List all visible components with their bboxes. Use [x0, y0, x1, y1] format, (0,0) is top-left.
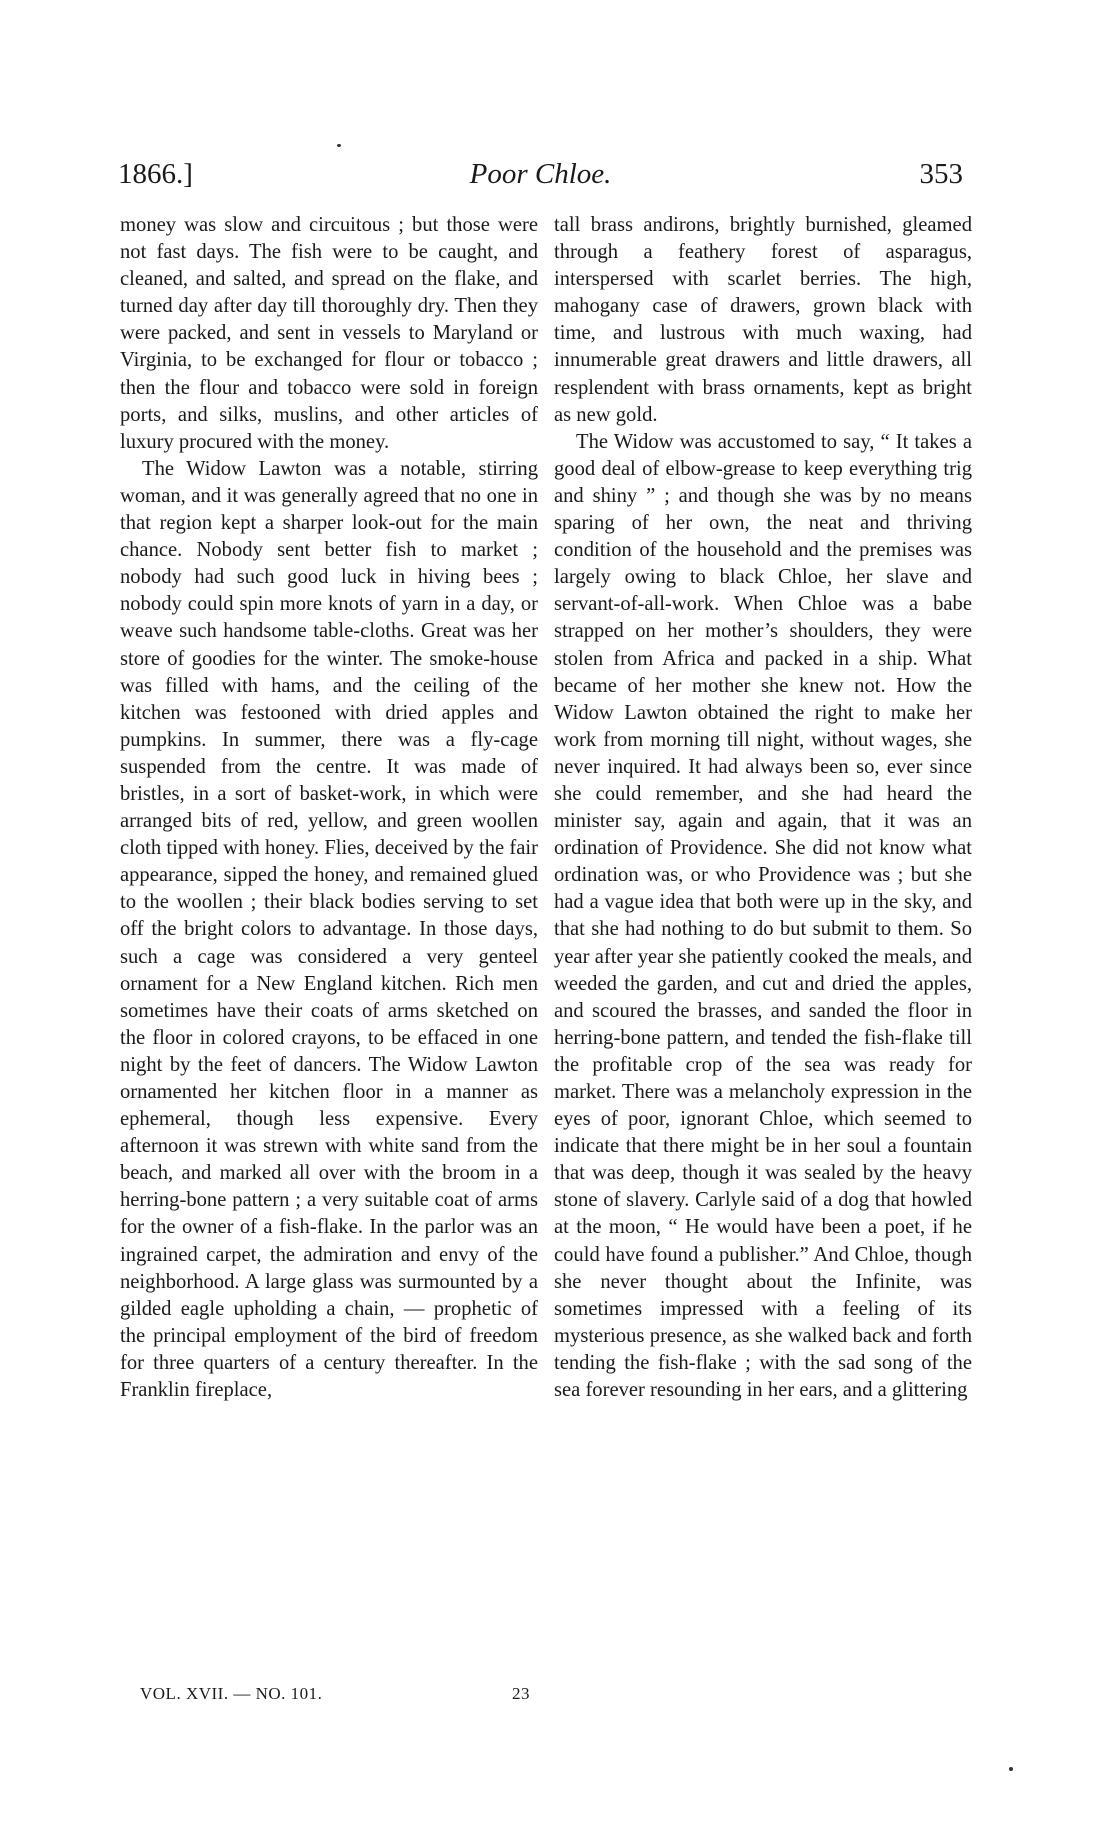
- left-paragraph-1: money was slow and circuitous ; but those were not fast days. The fish were to be caught, and cleaned, and salted, and spread on the flake, and turned day after day till thoroughly dry. Then they were packed, and sent in vessels to Maryland or Virginia, to be exchanged for flour or tobacco ; then the flour and tobacco were sold in foreign ports, and silks, muslins, and other articles of luxury procured with the money.: [120, 214, 538, 453]
- ink-speck: [1009, 1767, 1013, 1771]
- page-number: 353: [919, 158, 963, 190]
- running-head-title: Poor Chloe.: [469, 158, 612, 190]
- volume-number: VOL. XVII. — NO. 101.: [140, 1684, 323, 1703]
- left-column: [120, 212, 538, 1404]
- right-paragraph-1: tall brass andirons, brightly burnished, gleamed through a feathery forest of asparagus, interspersed with scarlet berries. The high, mahogany case of drawers, grown black with time, and lustrous with much waxing, had innumerable great drawers and little drawers, all resplendent with brass ornaments, kept as bright as new gold.: [554, 214, 972, 426]
- left-paragraph-2: The Widow Lawton was a notable, stirring woman, and it was generally agreed that no one in that region kept a sharper look-out for the main chance. Nobody sent better fish to market ; nobody had such good luck in hiving bees ; nobody could spin more knots of yarn in a day, or weave such handsome table-cloths. Great was her store of goodies for the winter. The smoke-house was filled with hams, and the ceiling of the kitchen was festooned with dried apples and pumpkins. In summer, there was a fly-cage suspended from the centre. It was made of bristles, in a sort of basket-work, in which were arranged bits of red, yellow, and green woollen cloth tipped with honey. Flies, deceived by the fair appearance, sipped the honey, and remained glued to the woollen ; their black bodies serving to set off the bright colors to advantage. In those days, such a cage was considered a very genteel ornament for a New England kitchen. Rich men sometimes have their coats of arms sketched on the floor in colored crayons, to be effaced in one night by the feet of dancers. The Widow Lawton ornamented her kitchen floor in a manner as ephemeral, though less expensive. Every afternoon it was strewn with white sand from the beach, and marked all over with the broom in a herring-bone pattern ; a very suitable coat of arms for the owner of a fish-flake. In the parlor was an ingrained carpet, the admiration and envy of the neighborhood. A large glass was surmounted by a gilded eagle upholding a chain, — prophetic of the principal employment of the bird of freedom for three quarters of a century thereafter. In the Franklin fireplace,: [120, 457, 538, 1402]
- signature-mark: 23: [512, 1684, 530, 1703]
- right-column: [554, 212, 972, 1404]
- running-head-year: 1866.]: [118, 158, 193, 190]
- ink-speck: [337, 144, 341, 147]
- right-paragraph-2: The Widow was accustomed to say, “ It takes a good deal of elbow-grease to keep everything trig and shiny ” ; and though she was by no means sparing of her own, the neat and thriving condition of the household and the premises was largely owing to black Chloe, her slave and servant-of-all-work. When Chloe was a babe strapped on her mother’s shoulders, they were stolen from Africa and packed in a ship. What became of her mother she knew not. How the Widow Lawton obtained the right to make her work from morning till night, without wages, she never inquired. It had always been so, ever since she could remember, and she had heard the minister say, again and again, that it was an ordination of Providence. She did not know what ordination was, or who Providence was ; but she had a vague idea that both were up in the sky, and that she had nothing to do but submit to them. So year after year she patiently cooked the meals, and weeded the garden, and cut and dried the apples, and scoured the brasses, and sanded the floor in herring-bone pattern, and tended the fish-flake till the profitable crop of the sea was ready for market. There was a melancholy expression in the eyes of poor, ignorant Chloe, which seemed to indicate that there might be in her soul a fountain that was deep, though it was sealed by the heavy stone of slavery. Carlyle said of a dog that howled at the moon, “ He would have been a poet, if he could have found a publisher.” And Chloe, though she never thought about the Infinite, was sometimes impressed with a feeling of its mysterious presence, as she walked back and forth tending the fish-flake ; with the sad song of the sea forever resounding in her ears, and a glittering: [554, 430, 972, 1402]
- running-head: [118, 158, 963, 198]
